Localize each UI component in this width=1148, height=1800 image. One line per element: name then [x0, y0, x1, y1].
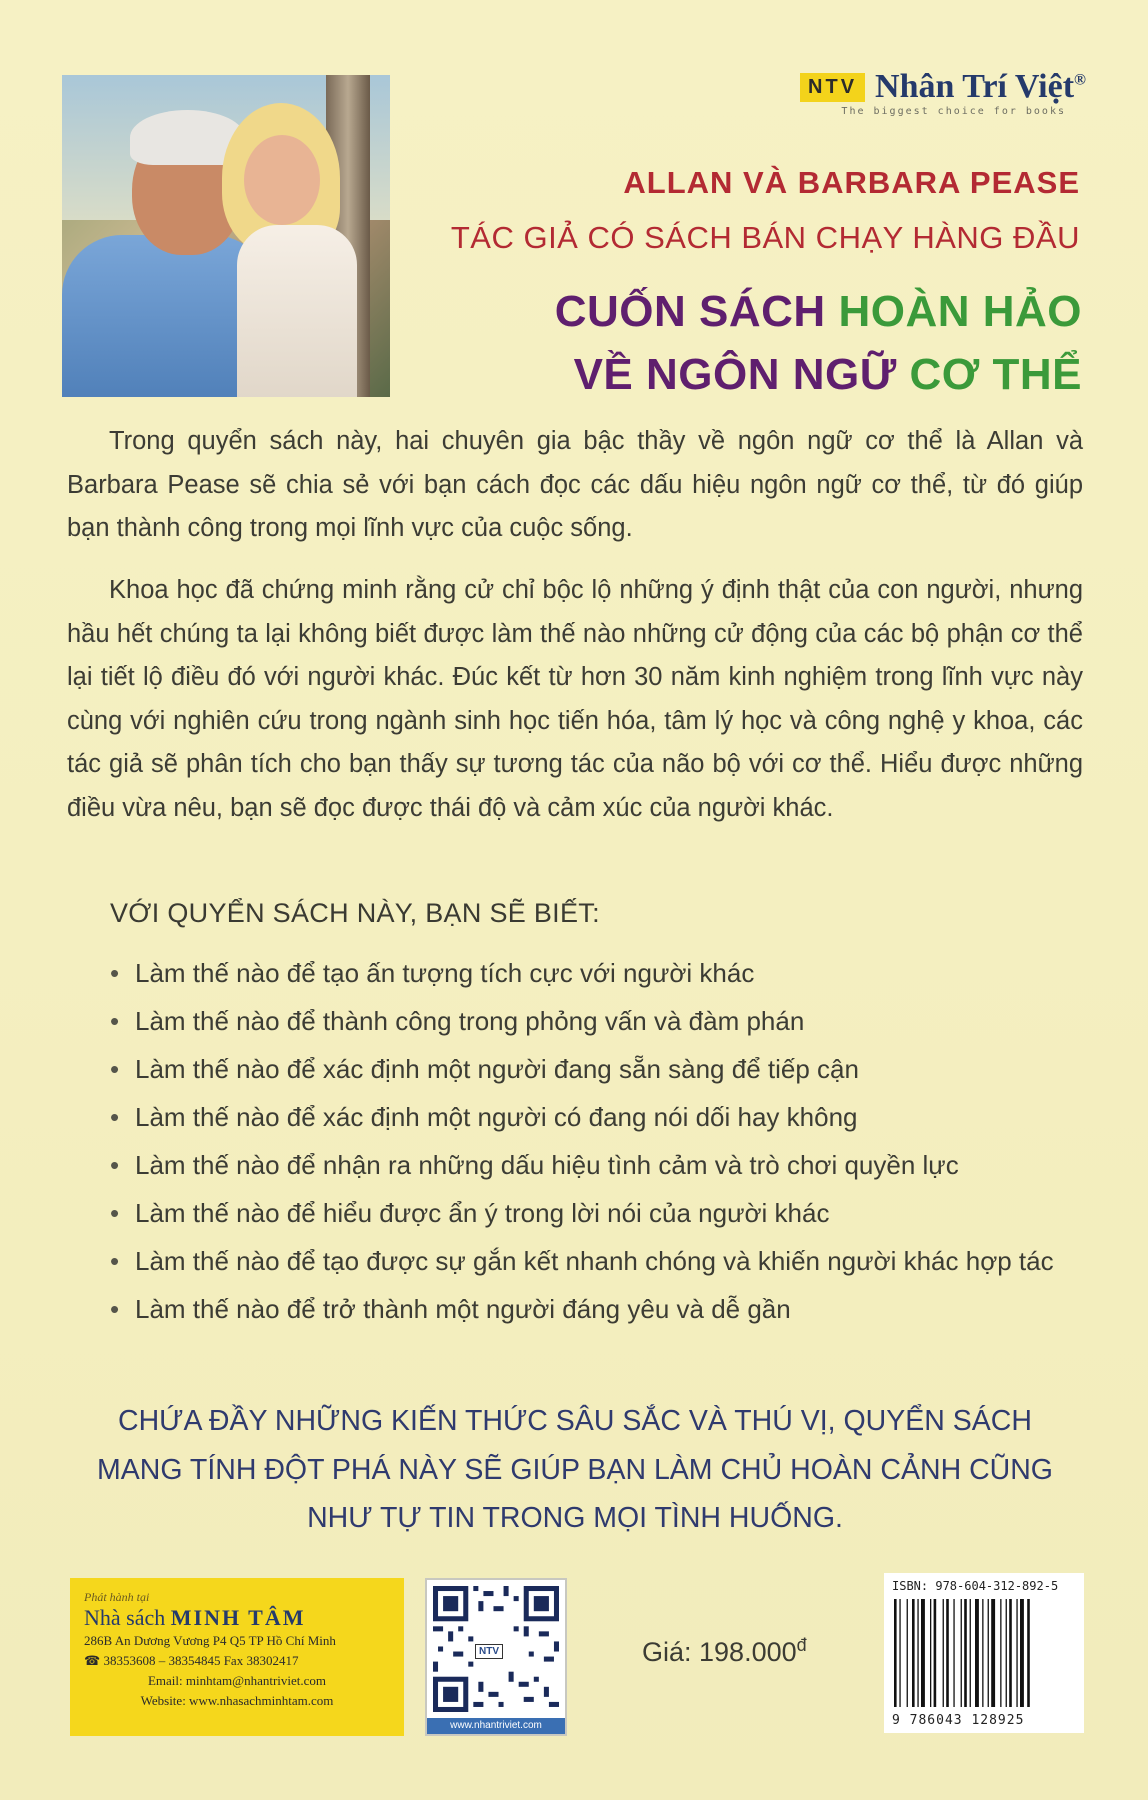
closing-statement: [60, 1397, 1090, 1543]
publisher-tagline: The biggest choice for books: [841, 106, 1066, 117]
list-item: • Làm thế nào để hiểu được ẩn ý trong lời nói của người khác: [110, 1195, 1095, 1232]
barcode-bars: [892, 1599, 1076, 1709]
book-title-line1: [555, 280, 1082, 343]
isbn-barcode: [884, 1573, 1084, 1733]
book-title: [555, 280, 1082, 406]
registered-mark: ®: [1074, 71, 1086, 89]
publisher-name: [875, 68, 1086, 106]
distributor-email: Email: minhtam@nhantriviet.com: [147, 1673, 327, 1688]
list-item: • Làm thế nào để tạo được sự gắn kết nhanh chóng và khiến người khác hợp tác: [110, 1243, 1095, 1280]
list-item: • Làm thế nào để xác định một người có đang nói dối hay không: [110, 1099, 1095, 1136]
ntv-badge: NTV: [800, 73, 865, 102]
book-title-line2: [555, 343, 1082, 406]
closing-line: NHƯ TỰ TIN TRONG MỌI TÌNH HUỐNG.: [307, 1502, 843, 1534]
title-highlight: HOÀN HẢO: [838, 287, 1082, 336]
authors-subtitle: TÁC GIẢ CÓ SÁCH BÁN CHẠY HÀNG ĐẦU: [450, 220, 1080, 255]
list-item: • Làm thế nào để trở thành một người đáng yêu và dễ gần: [110, 1291, 1095, 1328]
distributor-prefix: Nhà sách: [84, 1605, 171, 1630]
closing-line: MANG TÍNH ĐỘT PHÁ NÀY SẼ GIÚP BẠN LÀM CHỦ HOÀN CẢNH CŨNG: [97, 1453, 1053, 1486]
isbn-number: ISBN: 978-604-312-892-5: [892, 1579, 1059, 1593]
title-highlight: CƠ THỂ: [909, 350, 1082, 399]
distributor-label: Phát hành tại: [84, 1590, 150, 1604]
qr-url: www.nhantriviet.com: [427, 1718, 565, 1734]
authors-heading: ALLAN VÀ BARBARA PEASE: [623, 165, 1080, 200]
publisher-logo: [800, 68, 1086, 117]
qr-ntv-badge: NTV: [475, 1644, 503, 1659]
barcode-digits: 9 786043 128925: [892, 1713, 1025, 1728]
benefit-list: [110, 955, 1095, 1339]
title-part: VỀ NGÔN NGỮ: [573, 350, 910, 399]
title-part: CUỐN SÁCH: [554, 287, 839, 336]
publisher-name-text: Nhân Trí Việt: [875, 68, 1075, 105]
price: [642, 1635, 807, 1668]
closing-line: CHỨA ĐẦY NHỮNG KIẾN THỨC SÂU SẮC VÀ THÚ VỊ, QUYỂN SÁCH: [118, 1405, 1032, 1437]
price-value: Giá: 198.000: [642, 1637, 797, 1667]
distributor-phone: ☎ 38353608 – 38354845 Fax 38302417: [84, 1653, 299, 1668]
photo-woman-face: [244, 135, 320, 225]
author-photo: [62, 75, 390, 397]
distributor-address: 286B An Dương Vương P4 Q5 TP Hồ Chí Minh: [84, 1633, 336, 1648]
photo-woman-top: [237, 225, 357, 397]
list-item: • Làm thế nào để tạo ấn tượng tích cực với người khác: [110, 955, 1095, 992]
distributor-website: Website: www.nhasachminhtam.com: [140, 1693, 334, 1708]
list-item: • Làm thế nào để nhận ra những dấu hiệu tình cảm và trò chơi quyền lực: [110, 1147, 1095, 1184]
distributor-name: [84, 1605, 390, 1631]
list-item: • Làm thế nào để xác định một người đang sẵn sàng để tiếp cận: [110, 1051, 1095, 1088]
list-item: • Làm thế nào để thành công trong phỏng vấn và đàm phán: [110, 1003, 1095, 1040]
qr-code: [425, 1578, 567, 1736]
price-currency: đ: [796, 1635, 807, 1655]
distributor-box: [70, 1578, 404, 1736]
science-paragraph: Khoa học đã chứng minh rằng cử chỉ bộc lộ những ý định thật của con người, nhưng hầu hết chúng ta lại không biết được làm thế nào những cử động của các bộ phận cơ thể lại tiết lộ điều đó với người khác. Đúc kết từ hơn 30 năm kinh nghiệm trong lĩnh vực này cùng với nghiên cứu trong ngành sinh học tiến hóa, tâm lý học và công nghệ y khoa, các tác giả sẽ phân tích cho bạn thấy sự tương tác của não bộ với cơ thể. Hiểu được những điều vừa nêu, bạn sẽ đọc được thái độ và cảm xúc của người khác.: [67, 576, 1083, 822]
intro-paragraph: Trong quyển sách này, hai chuyên gia bậc thầy về ngôn ngữ cơ thể là Allan và Barbara Pease sẽ chia sẻ với bạn cách đọc các dấu hiệu ngôn ngữ cơ thể, từ đó giúp bạn thành công trong mọi lĩnh vực của cuộc sống.: [67, 427, 1083, 542]
list-heading: VỚI QUYỂN SÁCH NÀY, BẠN SẼ BIẾT:: [110, 898, 600, 928]
distributor-brand: MINH TÂM: [170, 1605, 306, 1630]
